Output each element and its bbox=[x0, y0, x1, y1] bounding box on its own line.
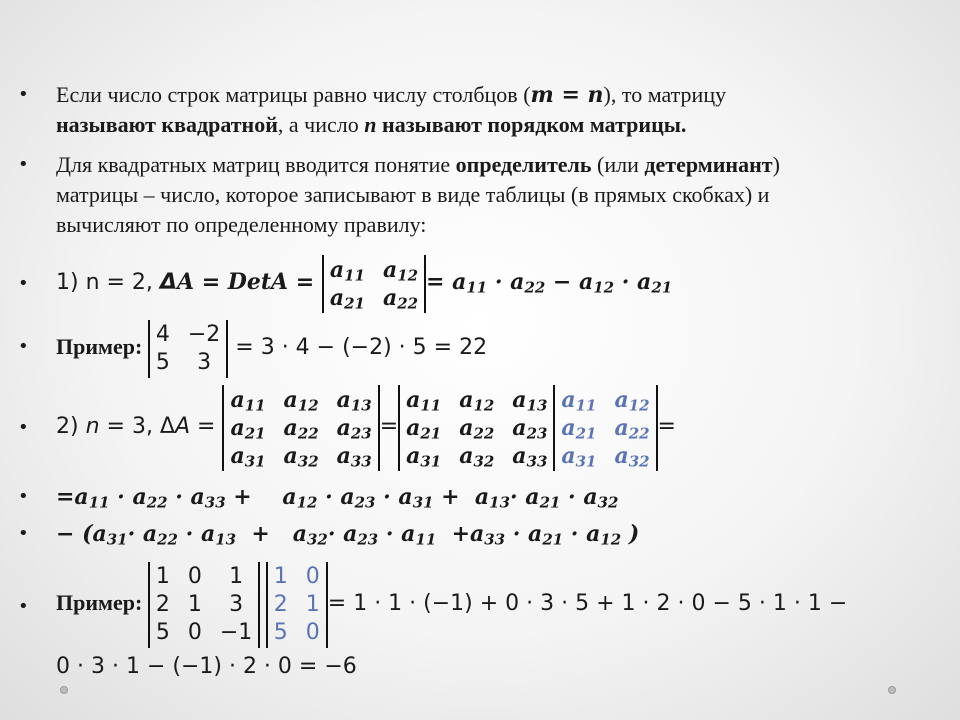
text: ) bbox=[772, 152, 780, 177]
text: вычисляют по определенному правилу: bbox=[56, 212, 427, 237]
bullet: • bbox=[18, 417, 29, 438]
det-formula-2x2: = $a_{11} \cdot a_{22} - a_{12} \cdot a_{21}$ bbox=[426, 269, 673, 297]
example-result: = 1 · 1 · (−1) + 0 · 3 · 5 + 1 · 2 · 0 − 5 · 1 · 1 − bbox=[327, 591, 848, 617]
decor-dot-right bbox=[888, 686, 896, 694]
matrix-3x3-copy: $a_{11}$ $a_{12}$ $a_{13}$ $a_{21}$ $a_{22}$ $a_{23}$ $a_{31}$ $a_{32}$ $a_{33}$ bbox=[398, 385, 555, 471]
delta-det: ΔA = DetA = bbox=[159, 269, 322, 296]
bullet: • bbox=[18, 84, 29, 105]
slide: • Если число строк матрицы равно числу столбцов (m = n), то матрицу называют квадратной, а число n называют порядком матрицы. • Для квадратных матриц вводится понятие определитель (или детерминант) матрицы – число, которое записывают в виде таблицы (в прямых скобках) и вычисляют по определенному правилу: • 1) n = 2, ΔA = DetA = $a_{11}$ $a_{12}$ $a_{21}$ $a_{22}$ = $a_{11} \cdot a_{22} - a_{12} \cdot a_{21}$ • Пример: 4 −2 5 3 = 3 · 4 − (−2) · 5 = 22 • 2) n = 3, ΔA = $a_{11}$ $a_{12}$ $a_{13}$ $a_{21}$ $a_{22}$ $a_{23}$ $a_{31}$ $a_{32}$ $a_{33}$ = $a_{11}$ $a_{12}$ $a_{13}$ $a_{21}$ $a_{22}$ $a_{23}$ $a_{31}$ $a_{32}$ $a_{33}$ $a_{11}$ $a_{12}$ $a_{21}$ $a_{22}$ $a_{31}$ $a_{32}$ = • $=a_{11} \cdot a_{22} \cdot a_{33}$ + $a_{12} \cdot a_{23} \cdot a_{31} + a_{13}\cdot a_{21} \cdot a_{32}$ • − ($a_{31}\cdot a_{22} \cdot a_{13} + a_{32}\cdot a_{23} \cdot a_{11} +a_{33} \cdot a_{21} \cdot a_{12}$ ) • Пример: 1 0 1 2 1 3 5 0 −1 1 0 2 1 5 0 = 1 · 1 · (−1) + 0 · 3 · 5 + 1 · 2 · 0 − 5 · 1 · 1 − 0 · 3 · 1 − (−1) · 2 · 0 = −6 bbox=[0, 0, 960, 720]
example-result: = 3 · 4 − (−2) · 5 = 22 bbox=[228, 335, 488, 361]
bullet: • bbox=[18, 486, 29, 507]
bullet: • bbox=[18, 523, 29, 544]
bullet: • bbox=[18, 154, 29, 175]
bullet: • bbox=[18, 273, 29, 294]
n-symbol: n bbox=[364, 112, 377, 137]
matrix-extension: $a_{11}$ $a_{12}$ $a_{21}$ $a_{22}$ $a_{31}$ $a_{32}$ bbox=[555, 385, 657, 471]
bullet: • bbox=[18, 596, 29, 617]
matrix-2x2: $a_{11}$ $a_{12}$ $a_{21}$ $a_{22}$ bbox=[322, 255, 426, 313]
matrix-example-3x3: 1 0 1 2 1 3 5 0 −1 bbox=[148, 562, 260, 648]
case-n3-label: 2) n = 3, ΔA = bbox=[56, 414, 223, 440]
text: , а число bbox=[277, 112, 365, 137]
text: Для квадратных матриц вводится понятие bbox=[56, 152, 456, 177]
decor-dot-left bbox=[60, 686, 68, 694]
bold-term: называют квадратной bbox=[56, 112, 278, 137]
text: ), то матрицу bbox=[603, 82, 727, 107]
bold-term: называют порядком матрицы. bbox=[376, 112, 687, 137]
bold-term: детерминант bbox=[644, 152, 773, 177]
math-m-eq-n: m = n bbox=[530, 82, 604, 108]
text: (или bbox=[591, 152, 645, 177]
example-label: Пример: bbox=[56, 334, 148, 360]
matrix-example-2x2: 4 −2 5 3 bbox=[148, 320, 228, 378]
example-label: Пример: bbox=[56, 590, 148, 616]
matrix-example-extension: 1 0 2 1 5 0 bbox=[266, 562, 328, 648]
matrix-3x3: $a_{11}$ $a_{12}$ $a_{13}$ $a_{21}$ $a_{22}$ $a_{23}$ $a_{31}$ $a_{32}$ $a_{33}$ bbox=[222, 385, 379, 471]
text: матрицы – число, которое записывают в виде таблицы (в прямых скобках) и bbox=[56, 182, 770, 207]
bullet: • bbox=[18, 336, 29, 357]
bold-term: определитель bbox=[455, 152, 592, 177]
text: Если число строк матрицы равно числу столбцов ( bbox=[56, 82, 531, 107]
text: 1) n = 2, bbox=[56, 270, 160, 296]
